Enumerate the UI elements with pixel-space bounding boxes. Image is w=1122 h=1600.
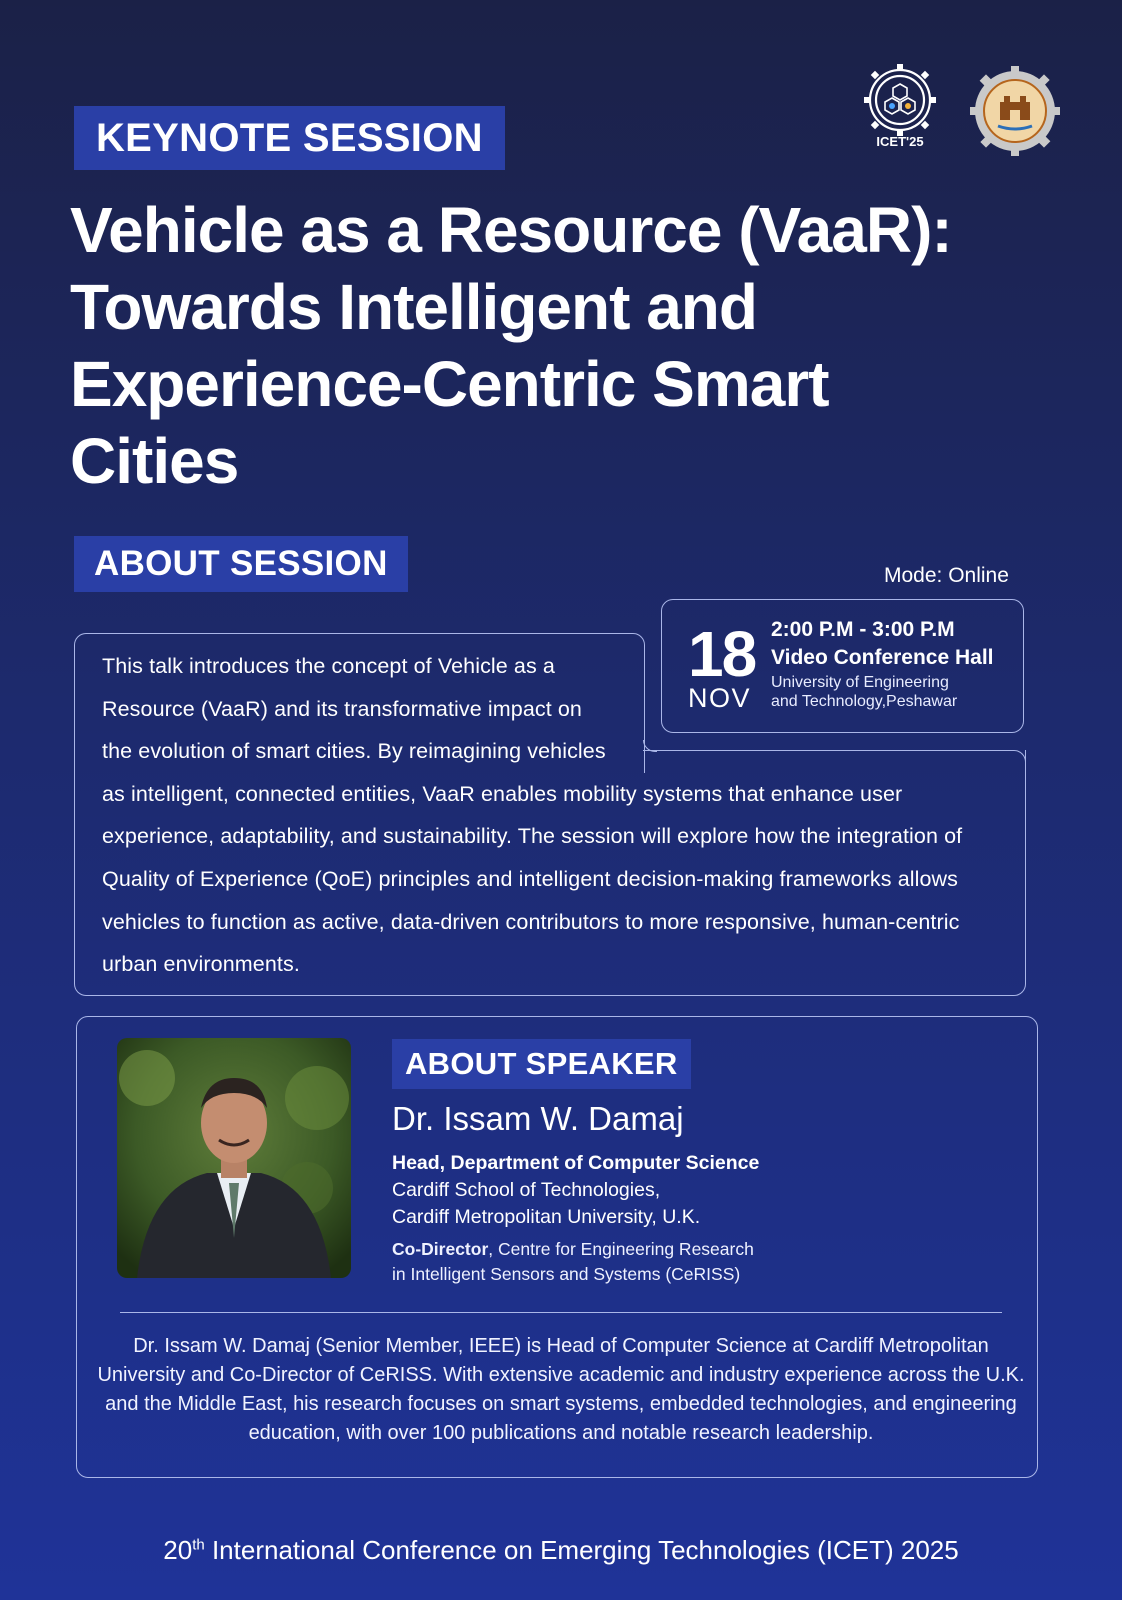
venue-university-line: and Technology,Peshawar [771,693,958,710]
divider [120,1312,1002,1313]
speaker-affiliation [392,1150,759,1231]
speaker-name: Dr. Issam W. Damaj [392,1100,684,1137]
speaker-codirector [392,1237,754,1287]
session-description: This talk introduces the concept of Vehicle as a Resource (VaaR) and its transformative impact on the evolution of smart cities. By reimagining vehicles as intelligent, connected entities, VaaR enables mobility systems that enhance user experience, adaptability, and sustainability. The session will explore how the integration of Quality of Experience (QoE) principles and intelligent decision-making frameworks allows vehicles to function as active, data-driven contributors to more responsive, human-centric urban environments. [102,654,963,977]
title-line: Cities [70,425,239,497]
icet-logo-text: ICET'25 [876,134,924,149]
uet-seal-logo [970,66,1060,156]
date-card [661,599,1024,733]
session-mode: Mode: Online [884,564,1009,587]
venue-university [771,673,1011,711]
footer-ordinal-suffix: th [192,1536,205,1554]
keynote-session-label: KEYNOTE SESSION [74,106,505,170]
date-month: NOV [688,683,752,713]
footer-conference-name: International Conference on Emerging Technologies (ICET) 2025 [204,1535,959,1565]
title-line: Experience-Centric Smart [70,348,829,420]
codirector-centre-line: in Intelligent Sensors and Systems (CeRISS) [392,1264,741,1284]
speaker-bio: Dr. Issam W. Damaj (Senior Member, IEEE) is Head of Computer Science at Cardiff Metropolitan University and Co-Director of CeRISS. With extensive academic and industry experience across the U.K. and the Middle East, his research focuses on smart systems, embedded technologies, and engineering education, with over 100 publications and notable research leadership. [97,1335,1025,1444]
about-speaker-label: ABOUT SPEAKER [392,1039,691,1089]
codirector-centre: , Centre for Engineering Research [488,1239,754,1259]
page-title [70,192,1070,500]
about-session-label: ABOUT SESSION [74,536,408,592]
speaker-role-line: Cardiff Metropolitan University, U.K. [392,1206,701,1228]
codirector-title: Co-Director [392,1239,489,1259]
footer-ordinal: 20 [163,1535,193,1565]
speaker-photo [117,1038,351,1278]
title-line: Towards Intelligent and [70,271,757,343]
title-line: Vehicle as a Resource (VaaR): [70,194,952,266]
venue-university-line: University of Engineering [771,674,949,691]
session-venue: Video Conference Hall [771,646,994,669]
speaker-role-title: Head, Department of Computer Science [392,1152,760,1174]
session-time: 2:00 P.M - 3:00 P.M [771,618,955,641]
date-day: 18 [688,618,756,690]
conference-footer [0,1535,1122,1566]
icet-logo [858,62,942,152]
speaker-role-line: Cardiff School of Technologies, [392,1179,661,1201]
